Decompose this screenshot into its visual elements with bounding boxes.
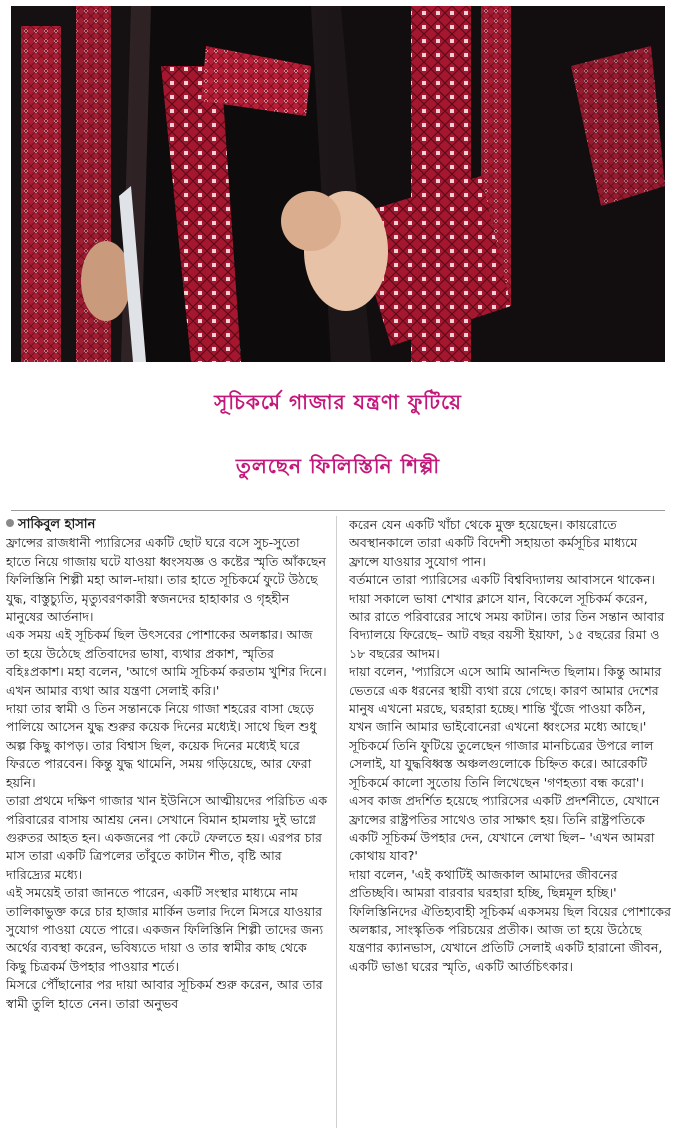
headline-divider [11, 510, 665, 511]
article-column-right [349, 516, 671, 1128]
paragraph: দায়া তার স্বামী ও তিন সন্তানকে নিয়ে গাজা শহরের বাসা ছেড়ে পালিয়ে আসেন যুদ্ধ শুরুর কয়েক দিনের মধ্যেই। সাথে ছিল শুধু অল্প কিছু কাপড়। তার বিশ্বাস ছিল, কয়েক দিনের মধ্যেই ঘরে ফিরতে পারবেন। কিন্তু যুদ্ধ থামেনি, সময় গড়িয়েছে, আর ফেরা হয়নি। [6, 701, 317, 790]
headline [11, 370, 665, 498]
byline [6, 516, 328, 534]
paragraph: এই সময়েই তারা জানতে পারেন, একটি সংস্থার মাধ্যমে নাম তালিকাভুক্ত করে চার হাজার মার্কিন ডলার দিলে মিসরে যাওয়ার সুযোগ পাওয়া যেতে পারে। একজন ফিলিস্তিনি শিল্পী তাদের জন্য অর্থের ব্যবস্থা করেন, ভবিষ্যতে দায়া ও তার স্বামীর কাছ থেকে কিছু চিত্রকর্ম উপহার পাওয়ার শর্তে। [6, 885, 324, 974]
paragraph: করেন যেন একটি খাঁচা থেকে মুক্ত হয়েছেন। কায়রোতে অবস্থানকালে তারা একটি বিদেশী সহায়তা কর্মসূচির মাধ্যমে ফ্রান্সে যাওয়ার সুযোগ পান। [349, 517, 638, 569]
embroidered-dress-photo [11, 6, 665, 362]
byline-author: সাকিবুল হাসান [18, 517, 96, 532]
paragraph: তারা প্রথমে দক্ষিণ গাজার খান ইউনিসে আত্মীয়দের পরিচিত এক পরিবারের বাসায় আশ্রয় নেন। সেখানে বিমান হামলায় দুই ভাগ্নে গুরুতর আহত হন। একজনের পা কেটে ফেলতে হয়। এরপর চার মাস তারা একটি ত্রিপলের তাঁবুতে কাটান শীত, বৃষ্টি আর দারিদ্র্যের মধ্যে। [6, 793, 328, 882]
embroidery-illustration [11, 6, 665, 362]
paragraph: দায়া বলেন, 'এই কথাটিই আজকাল আমাদের জীবনের প্রতিচ্ছবি। আমরা বারবার ঘরহারা হচ্ছি, ছিন্নমূল হচ্ছি।' [349, 866, 618, 901]
paragraph: ফিলিস্তিনিদের ঐতিহ্যবাহী সূচিকর্ম একসময় ছিল বিয়ের পোশাকের অলঙ্কার, সাংস্কৃতিক পরিচয়ের প্রতীক। আজ তা হয়ে উঠেছে যন্ত্রণার ক্যানভাস, যেখানে প্রতিটি সেলাই একটি হারানো জীবন, একটি ভাঙা ঘরের স্মৃতি, একটি আর্তচিৎকার। [349, 903, 671, 974]
paragraph: ফ্রান্সের রাজধানী প্যারিসের একটি ছোট ঘরে বসে সুচ-সুতো হাতে নিয়ে গাজায় ঘটে যাওয়া ধ্বংসযজ্ঞ ও কষ্টের স্মৃতি আঁকছেন ফিলিস্তিনি শিল্পী মহা আল-দায়া। তার হাতে সূচিকর্মে ফুটে উঠছে যুদ্ধ, বাস্তুচ্যুতি, মৃত্যুবরণকারী স্বজনদের হাহাকার ও গৃহহীন মানুষের আর্তনাদ। [6, 535, 327, 625]
article-column-left [6, 516, 328, 1128]
paragraph: মিসরে পৌঁছানোর পর দায়া আবার সূচিকর্ম শুরু করেন, আর তার স্বামী তুলি হাতে নেন। তারা অনুভব [6, 977, 323, 1011]
headline-line-2: তুলছেন ফিলিস্তিনি শিল্পী [235, 454, 441, 478]
paragraph: বর্তমানে তারা প্যারিসের একটি বিশ্ববিদ্যালয় আবাসনে থাকেন। দায়া সকালে ভাষা শেখার ক্লাসে যান, বিকেলে সূচিকর্ম করেন, আর রাতে পরিবারের সাথে সময় কাটান। তার তিন সন্তান আবার বিদ্যালয়ে ফিরেছে– আট বছর বয়সী ইয়াফা, ১৫ বছরের রিমা ও ১৮ বছরের আদম। [349, 572, 665, 661]
paragraph: দায়া বলেন, 'প্যারিসে এসে আমি আনন্দিত ছিলাম। কিন্তু আমার ভেতরে এক ধরনের স্থায়ী ব্যথা রয়ে গেছে। কারণ আমার দেশের মানুষ এখনো মরছে, ঘরহারা হচ্ছে। শান্তি খুঁজে পাওয়া কঠিন, যখন জানি আমার ভাইবোনেরা এখনো ধ্বংসের মধ্যে আছে।' [349, 664, 662, 735]
column-divider [336, 516, 337, 1128]
paragraph: সূচিকর্মে তিনি ফুটিয়ে তুলেছেন গাজার মানচিত্রের উপরে লাল সেলাই, যা যুদ্ধবিধ্বস্ত অঞ্চলগুলোকে চিহ্নিত করে। আরেকটি সূচিকর্মে কালো সুতোয় তিনি লিখেছেন 'গণহত্যা বন্ধ করো'। এসব কাজ প্রদর্শিত হয়েছে প্যারিসের একটি প্রদর্শনীতে, যেখানে ফ্রান্সের রাষ্ট্রপতির সাথেও তার সাক্ষাৎ হয়। তিনি রাষ্ট্রপতিকে একটি সূচিকর্ম উপহার দেন, যেখানে লেখা ছিল– 'এখন আমরা কোথায় যাব?' [349, 737, 660, 864]
bullet-icon [6, 519, 14, 527]
headline-line-1: সূচিকর্মে গাজার যন্ত্রণা ফুটিয়ে [214, 390, 462, 414]
paragraph: এক সময় এই সূচিকর্ম ছিল উৎসবের পোশাকের অলঙ্কার। আজ তা হয়ে উঠেছে প্রতিবাদের ভাষা, ব্যথার প্রকাশ, স্মৃতির বহিঃপ্রকাশ। মহা বলেন, 'আগে আমি সূচিকর্ম করতাম খুশির দিনে। এখন আমার ব্যথা আর যন্ত্রণা সেলাই করি।' [6, 627, 327, 698]
